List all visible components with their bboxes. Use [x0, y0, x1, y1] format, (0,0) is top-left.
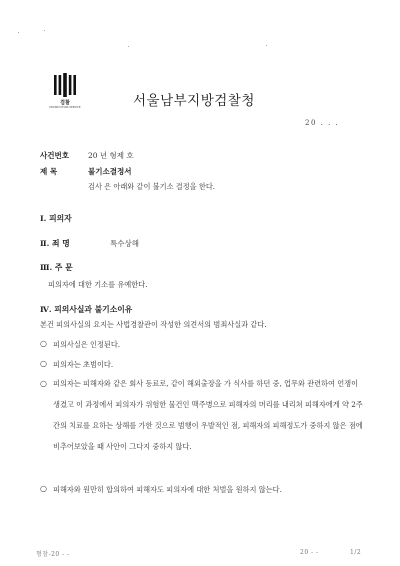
reason-item: 피의사실은 인정된다.	[53, 340, 121, 349]
logo-subtitle: PROSECUTION SERVICE	[49, 106, 81, 109]
reason-item: 피의자는 피해자와 같은 회사 동료로, 같이 해외출장을 가 식사를 하던 중, 업무와 관련하여 언쟁이 생겼고 이 과정에서 피의자가 위험한 물건인 맥주병으로 피해자의 머리를 내리쳐 피해자에게 약 2주간의 치료를 요하는 상해를 가한 것으로 범행이 우발적인 점, 피해자의 피해정도가 중하지 않은 점에 비추어보았을 때 사안이 그다지 중하지 않다.	[53, 379, 363, 451]
footer-date: 20 - -	[300, 549, 319, 556]
reason-bullet: ○	[40, 484, 47, 493]
footer-form-code: 형참-20 - -	[36, 551, 70, 558]
prosecution-logo	[40, 73, 90, 125]
section-facts-heading: Ⅳ. 피의사실과 불기소이유	[40, 305, 133, 314]
case-number-value: 20 년 형제 호	[88, 151, 134, 160]
order-text: 피의자에 대한 기소를 유예한다.	[48, 280, 148, 289]
reason-item: 피해자와 원만히 합의하여 피해자도 피의자에 대한 처벌을 원하지 않는다.	[53, 485, 282, 494]
subject-label: 제 목	[40, 167, 58, 176]
scan-speck	[266, 45, 267, 46]
page-number: 1/2	[350, 549, 362, 556]
logo-name: 검찰	[60, 100, 70, 106]
section-charge-label: Ⅱ. 죄 명	[40, 239, 70, 248]
facts-intro: 본건 피의사실의 요지는 사법경찰관이 작성한 의견서의 범죄사실과 같다.	[40, 320, 267, 329]
decision-intro: 검사 은 아래와 같이 불기소 결정을 한다.	[88, 182, 216, 191]
scan-speck	[44, 30, 45, 31]
subject-value: 불기소결정서	[88, 167, 132, 176]
section-order-heading: Ⅲ. 주 문	[40, 263, 73, 272]
header-date: 20 . . .	[305, 119, 340, 127]
scan-speck	[18, 32, 19, 33]
reason-bullet: ○	[40, 339, 47, 348]
reason-bullet: ○	[40, 359, 47, 368]
section-charge-value: 특수상해	[110, 239, 139, 248]
case-number-label: 사건번호	[40, 151, 69, 160]
reason-bullet: ○	[40, 379, 47, 388]
reason-item: 피의자는 초범이다.	[53, 360, 114, 369]
section-suspect-heading: Ⅰ. 피의자	[40, 214, 72, 223]
scan-speck	[128, 46, 129, 47]
prosecution-emblem-icon	[48, 73, 82, 97]
office-title: 서울남부지방검찰청	[133, 93, 255, 109]
